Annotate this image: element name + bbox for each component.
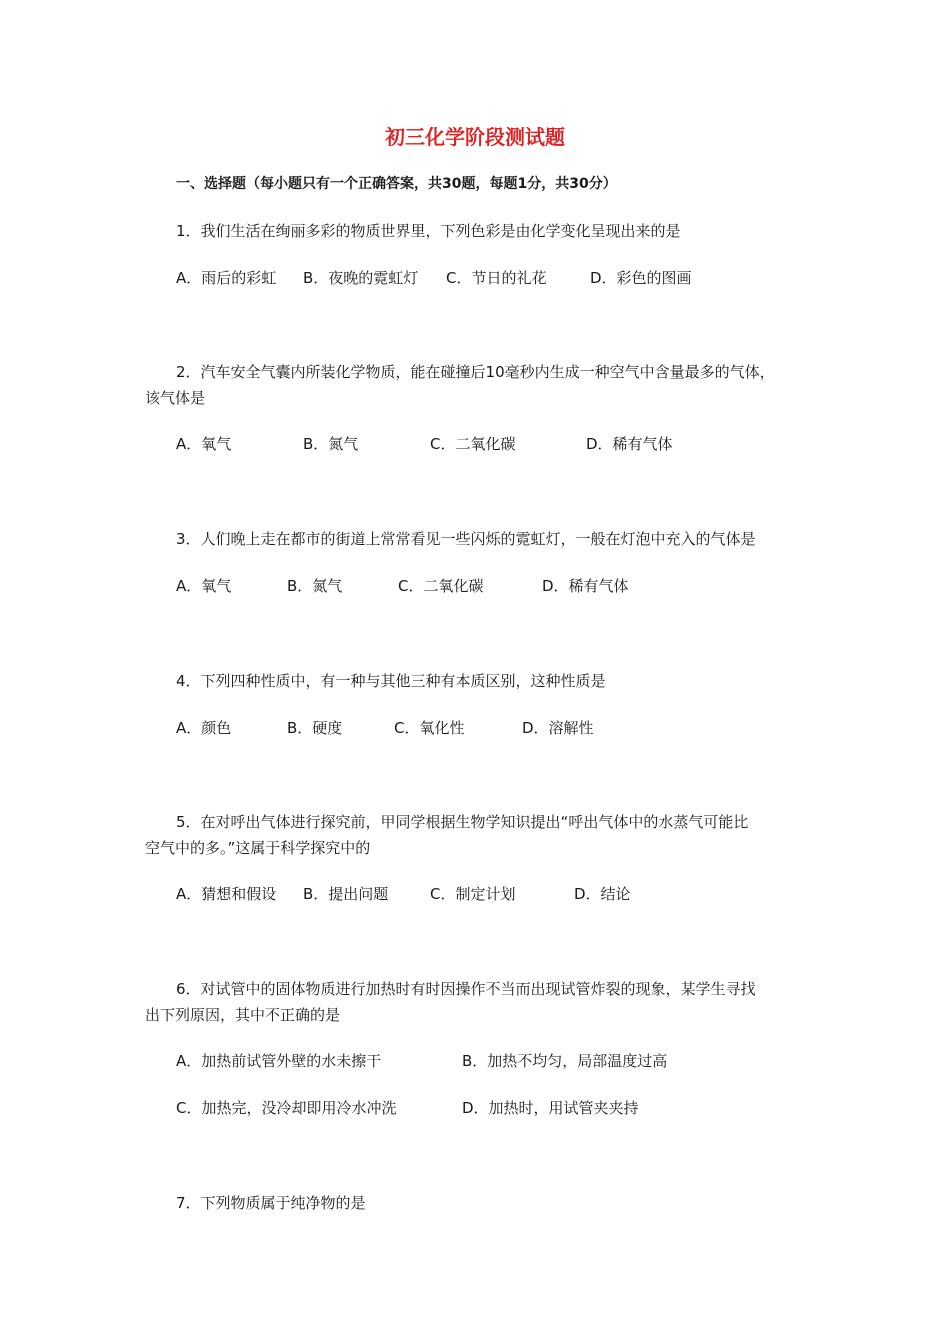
- question-6-option-c: C．加热完，没冷却即用冷水冲洗: [176, 1099, 397, 1117]
- question-1-text: 1．我们生活在绚丽多彩的物质世界里，下列色彩是由化学变化呈现出来的是: [176, 222, 681, 240]
- question-4-option-b: B．硬度: [287, 719, 343, 737]
- question-5-option-a: A．猜想和假设: [176, 885, 277, 903]
- question-1-option-d: D．彩色的图画: [590, 269, 692, 287]
- question-3-option-a: A．氧气: [176, 577, 232, 595]
- question-2-option-a: A．氧气: [176, 435, 232, 453]
- question-4-option-d: D．溶解性: [522, 719, 594, 737]
- question-5-text-line2: 空气中的多。”这属于科学探究中的: [145, 839, 371, 857]
- question-6-option-a: A．加热前试管外壁的水未擦干: [176, 1052, 382, 1070]
- section-heading: 一、选择题（每小题只有一个正确答案，共30题，每题1分，共30分）: [176, 176, 617, 192]
- question-5-option-d: D．结论: [574, 885, 631, 903]
- question-2-text-line2: 该气体是: [145, 389, 206, 407]
- question-6-text-line1: 6．对试管中的固体物质进行加热时有时因操作不当而出现试管炸裂的现象，某学生寻找: [176, 980, 756, 998]
- page-title: 初三化学阶段测试题: [385, 125, 565, 149]
- question-3-text: 3．人们晚上走在都市的街道上常常看见一些闪烁的霓虹灯，一般在灯泡中充入的气体是: [176, 530, 756, 548]
- question-7-text: 7．下列物质属于纯净物的是: [176, 1194, 366, 1212]
- question-6-option-b: B．加热不均匀，局部温度过高: [462, 1052, 668, 1070]
- question-5-option-b: B．提出问题: [303, 885, 389, 903]
- question-1-option-a: A．雨后的彩虹: [176, 269, 277, 287]
- question-2-option-c: C．二氧化碳: [430, 435, 516, 453]
- question-2-text-line1: 2．汽车安全气囊内所装化学物质，能在碰撞后10毫秒内生成一种空气中含量最多的气体，: [176, 363, 775, 381]
- question-3-option-d: D．稀有气体: [542, 577, 629, 595]
- question-3-option-b: B．氮气: [287, 577, 343, 595]
- question-5-text-line1: 5．在对呼出气体进行探究前，甲同学根据生物学知识提出“呼出气体中的水蒸气可能比: [176, 813, 749, 831]
- question-5-option-c: C．制定计划: [430, 885, 516, 903]
- question-1-option-c: C．节日的礼花: [446, 269, 547, 287]
- question-4-text: 4．下列四种性质中，有一种与其他三种有本质区别，这种性质是: [176, 672, 606, 690]
- question-4-option-a: A．颜色: [176, 719, 232, 737]
- question-2-option-b: B．氮气: [303, 435, 359, 453]
- question-1-option-b: B．夜晚的霓虹灯: [303, 269, 419, 287]
- question-2-option-d: D．稀有气体: [586, 435, 673, 453]
- question-6-text-line2: 出下列原因，其中不正确的是: [145, 1006, 341, 1024]
- question-3-option-c: C．二氧化碳: [398, 577, 484, 595]
- question-4-option-c: C．氧化性: [394, 719, 465, 737]
- question-6-option-d: D．加热时，用试管夹夹持: [462, 1099, 639, 1117]
